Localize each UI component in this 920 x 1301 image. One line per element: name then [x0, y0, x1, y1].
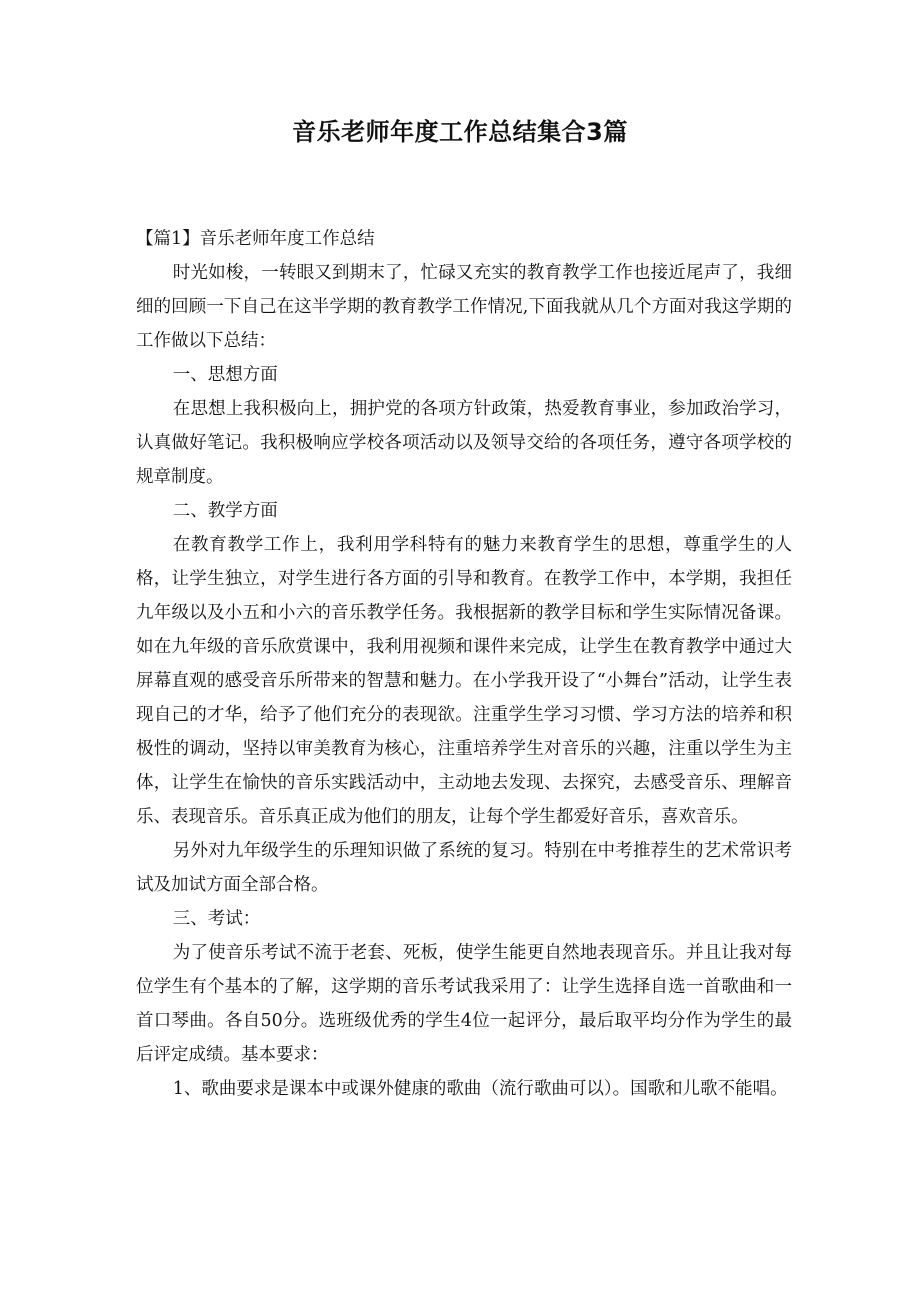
document-body [136, 222, 792, 1106]
paragraph-thought: 在思想上我积极向上，拥护党的各项方针政策，热爱教育事业，参加政治学习，认真做好笔记。我积极响应学校各项活动以及领导交给的各项任务，遵守各项学校的规章制度。 [136, 399, 792, 487]
section-heading-teaching: 二、教学方面 [172, 501, 278, 521]
paragraph-requirement-1: 1、歌曲要求是课本中或课外健康的歌曲（流行歌曲可以）。国歌和儿歌不能唱。 [172, 1079, 788, 1099]
section-heading-thought: 一、思想方面 [172, 365, 278, 385]
paragraph-teaching: 在教育教学工作上，我利用学科特有的魅力来教育学生的思想，尊重学生的人格，让学生独立，对学生进行各方面的引导和教育。在教学工作中，本学期，我担任九年级以及小五和小六的音乐教学任务。我根据新的教学目标和学生实际情况备课。如在九年级的音乐欣赏课中，我利用视频和课件来完成，让学生在教育教学中通过大屏幕直观的感受音乐所带来的智慧和魅力。在小学我开设了“小舞台”活动，让学生表现自己的才华，给予了他们充分的表现欲。注重学生学习习惯、学习方法的培养和积极性的调动，坚持以审美教育为核心，注重培养学生对音乐的兴趣，注重以学生为主体，让学生在愉快的音乐实践活动中，主动地去发现、去探究，去感受音乐、理解音乐、表现音乐。音乐真正成为他们的朋友，让每个学生都爱好音乐，喜欢音乐。 [136, 535, 792, 827]
section-heading-exam: 三、考试： [172, 909, 261, 929]
paragraph-review: 另外对九年级学生的乐理知识做了系统的复习。特别在中考推荐生的艺术常识考试及加试方面全部合格。 [136, 841, 792, 895]
page-title: 音乐老师年度工作总结集合3篇 [292, 118, 628, 146]
paragraph-intro: 时光如梭，一转眼又到期末了，忙碌又充实的教育教学工作也接近尾声了，我细细的回顾一下自己在这半学期的教育教学工作情况,下面我就从几个方面对我这学期的工作做以下总结： [136, 263, 792, 351]
paragraph-exam: 为了使音乐考试不流于老套、死板，使学生能更自然地表现音乐。并且让我对每位学生有个基本的了解，这学期的音乐考试我采用了：让学生选择自选一首歌曲和一首口琴曲。各自50分。选班级优秀的学生4位一起评分，最后取平均分作为学生的最后评定成绩。基本要求： [136, 943, 792, 1065]
article-heading: 【篇1】音乐老师年度工作总结 [136, 229, 375, 249]
